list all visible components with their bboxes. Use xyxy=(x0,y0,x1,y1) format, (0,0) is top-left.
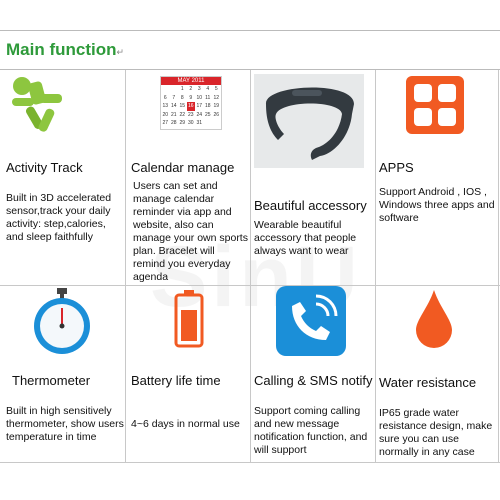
feature-title: Calendar manage xyxy=(131,160,235,175)
feature-title: Battery life time xyxy=(131,373,221,388)
stopwatch-icon xyxy=(30,288,94,356)
feature-description: Built in high sensitively thermometer, show users temperature in time xyxy=(6,405,124,443)
feature-title: Calling & SMS notify xyxy=(254,373,373,388)
calendar-day: 25 xyxy=(204,111,211,118)
calendar-day: 12 xyxy=(213,94,220,101)
calendar-day: 3 xyxy=(197,86,201,92)
calendar-day: 20 xyxy=(162,111,169,118)
grid-divider xyxy=(375,70,376,462)
calendar-day: 11 xyxy=(205,94,211,101)
calendar-day: 9 xyxy=(189,94,193,101)
feature-description: Support Android , IOS , Windows three apps and software xyxy=(379,186,495,224)
calendar-day: 5 xyxy=(214,86,218,92)
calendar-day: 22 xyxy=(179,111,186,118)
calendar-day: 6 xyxy=(163,94,167,101)
feature-title: Water resistance xyxy=(379,375,477,390)
water-drop-icon xyxy=(414,290,454,350)
calendar-day: 2 xyxy=(189,86,193,92)
feature-title: Thermometer xyxy=(12,373,91,388)
grid-divider xyxy=(498,70,499,462)
running-man-icon xyxy=(8,74,68,136)
calendar-day xyxy=(161,85,170,94)
calendar-day: 29 xyxy=(179,120,186,126)
calendar-day: 17 xyxy=(196,103,203,109)
title-bar xyxy=(0,30,500,70)
calendar-day: 24 xyxy=(196,111,203,118)
phone-icon xyxy=(276,286,346,356)
calendar-day: 7 xyxy=(172,94,176,101)
calendar-day: 1 xyxy=(180,86,184,92)
wristband-icon xyxy=(254,74,364,168)
calendar-day: 18 xyxy=(204,103,211,109)
calendar-day: 28 xyxy=(170,120,177,126)
calendar-day xyxy=(170,85,179,94)
calendar-day: 31 xyxy=(196,120,203,126)
calendar-day: 13 xyxy=(162,103,169,109)
calendar-day: 30 xyxy=(187,120,194,126)
calendar-day: 16 xyxy=(187,103,194,109)
calendar-day: 15 xyxy=(179,103,186,109)
apps-grid-icon xyxy=(406,76,464,134)
feature-description: Users can set and manage calendar reminder via app and website, also can manage your own sports plan. Bracelet will remind you everyday agenda xyxy=(133,180,248,283)
feature-title: Activity Track xyxy=(6,160,83,175)
calendar-day: 23 xyxy=(187,111,194,118)
feature-title: Beautiful accessory xyxy=(254,198,367,213)
calendar-day: 4 xyxy=(206,86,210,92)
feature-description: 4~6 days in normal use xyxy=(131,418,240,430)
calendar-day xyxy=(204,119,213,128)
grid-divider xyxy=(0,285,500,286)
calendar-day: 27 xyxy=(162,120,169,126)
calendar-day: 21 xyxy=(170,111,177,118)
battery-icon xyxy=(174,290,204,348)
calendar-day xyxy=(212,119,221,128)
feature-description: Built in 3D accelerated sensor,track your daily activity: step,calories, and sleep faithfully xyxy=(6,192,112,243)
calendar-day: 14 xyxy=(170,103,177,109)
grid-divider xyxy=(0,462,500,463)
grid-divider xyxy=(125,70,126,462)
calendar-day: 10 xyxy=(196,94,203,101)
page-title: Main function↵ xyxy=(6,40,125,59)
calendar-icon: MAY 2011 1 2 3 4 5 6 7 8 9 10 11 12 13 14 15 16 17 18 19 20 21 22 23 24 25 26 27 28 29 30 31 xyxy=(160,76,222,130)
calendar-day: 26 xyxy=(213,111,220,118)
feature-description: Wearable beautiful accessory that people always want to wear xyxy=(254,219,357,257)
feature-description: IP65 grade water resistance design, make sure you can use normally in any case xyxy=(379,407,493,458)
calendar-day: 8 xyxy=(180,94,184,101)
feature-description: Support coming calling and new message notification function, and will support xyxy=(254,405,368,456)
feature-title: APPS xyxy=(379,160,414,175)
calendar-day: 19 xyxy=(213,103,220,109)
